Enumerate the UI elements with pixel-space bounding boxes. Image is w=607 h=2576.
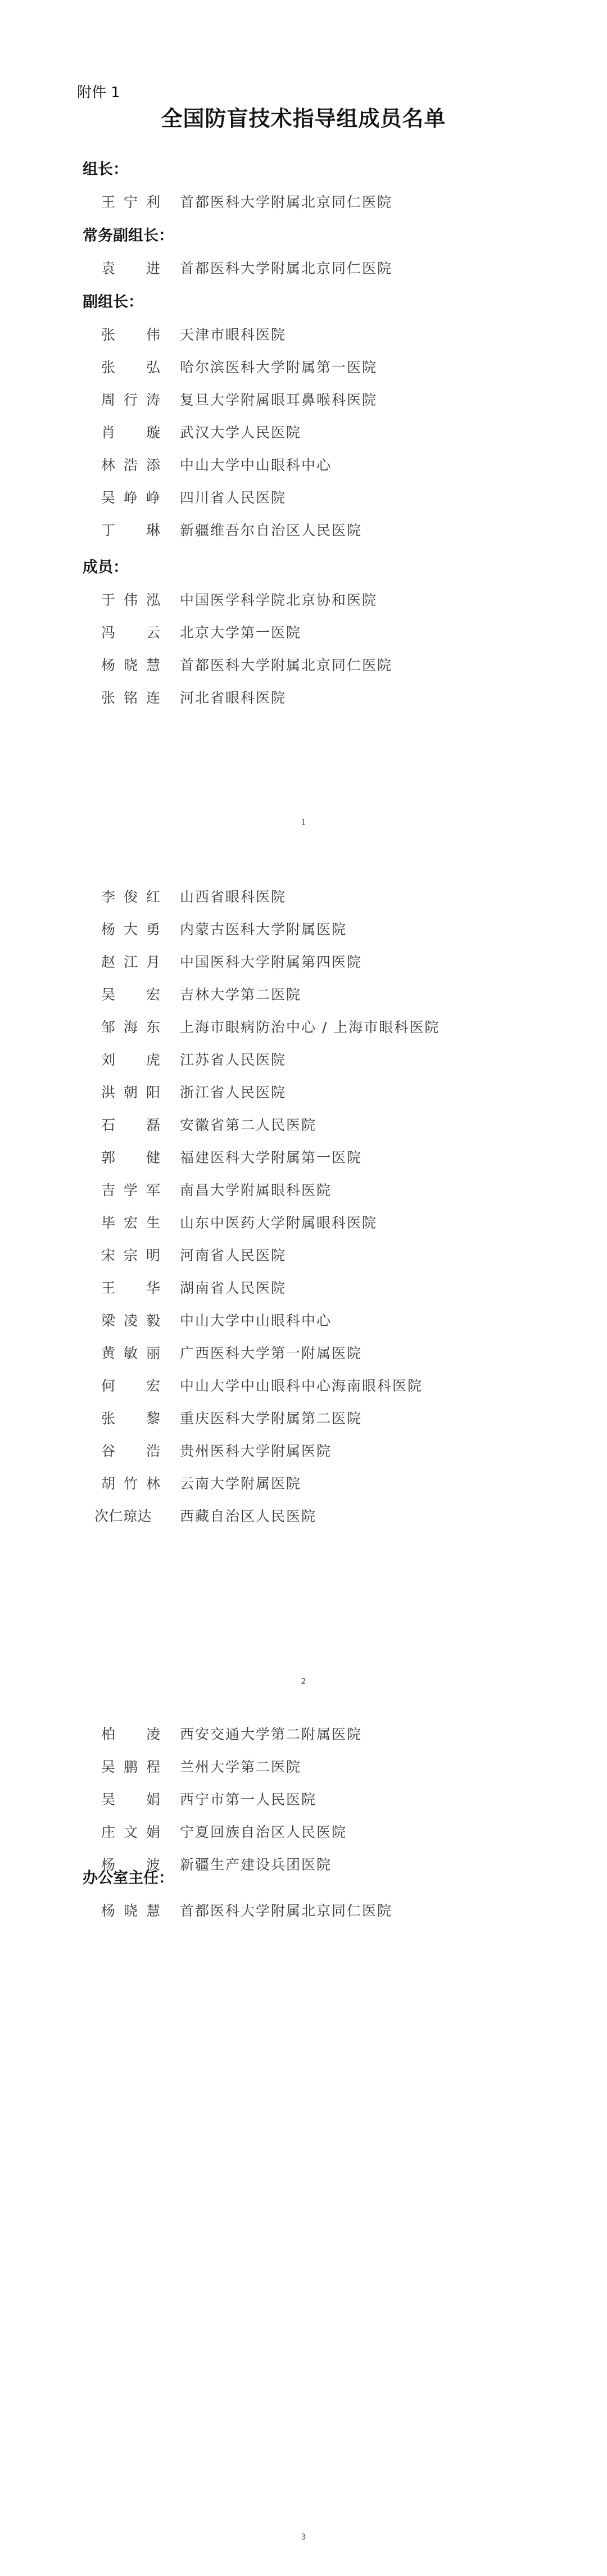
member-organization: 中国医科大学附属第四医院 xyxy=(180,954,363,970)
member-organization: 天津市眼科医院 xyxy=(180,327,287,343)
member-name: 杨大勇 xyxy=(101,921,161,938)
member-organization: 中山大学中山眼科中心 xyxy=(180,1312,332,1329)
page-number: 1 xyxy=(301,818,306,827)
member-name: 郭健 xyxy=(101,1149,161,1166)
member-organization: 首都医科大学附属北京同仁医院 xyxy=(180,260,393,277)
section-heading-leader: 组长： xyxy=(83,161,128,178)
member-name: 王宁利 xyxy=(101,194,161,210)
member-row xyxy=(0,1900,607,1922)
member-organization: 西宁市第一人民医院 xyxy=(180,1791,317,1808)
member-row xyxy=(0,1375,607,1397)
member-organization: 云南大学附属医院 xyxy=(180,1475,302,1492)
member-row xyxy=(0,356,607,379)
member-name: 张黎 xyxy=(101,1410,161,1427)
member-organization: 宁夏回族自治区人民医院 xyxy=(180,1824,347,1840)
member-name: 谷浩 xyxy=(101,1443,161,1459)
member-row xyxy=(0,487,607,509)
member-organization: 河南省人民医院 xyxy=(180,1247,287,1264)
member-row xyxy=(0,1179,607,1202)
member-row xyxy=(0,257,607,280)
member-organization: 复旦大学附属眼耳鼻喉科医院 xyxy=(180,392,378,408)
page-number: 2 xyxy=(301,1677,306,1686)
member-organization: 重庆医科大学附属第二医院 xyxy=(180,1410,363,1427)
member-row xyxy=(0,324,607,346)
member-name: 吴宏 xyxy=(101,986,161,1003)
member-organization: 河北省眼科医院 xyxy=(180,690,287,706)
member-row xyxy=(0,1821,607,1844)
member-organization: 首都医科大学附属北京同仁医院 xyxy=(180,1903,393,1919)
member-name: 张弘 xyxy=(101,359,161,375)
member-row xyxy=(0,1342,607,1365)
member-name: 赵江月 xyxy=(101,954,161,970)
member-organization: 西安交通大学第二附属医院 xyxy=(180,1726,363,1742)
member-row xyxy=(0,454,607,477)
member-name: 梁凌毅 xyxy=(101,1312,161,1329)
member-organization: 广西医科大学第一附属医院 xyxy=(180,1345,363,1361)
member-name: 张铭连 xyxy=(101,690,161,706)
member-organization: 南昌大学附属眼科医院 xyxy=(180,1182,332,1198)
member-name: 邹海东 xyxy=(101,1019,161,1035)
member-row xyxy=(0,1505,607,1528)
member-row xyxy=(0,1310,607,1332)
member-row xyxy=(0,1049,607,1071)
member-name: 庄文娟 xyxy=(101,1824,161,1840)
section-heading-office: 办公室主任： xyxy=(83,1869,174,1887)
member-name: 毕宏生 xyxy=(101,1215,161,1231)
member-row xyxy=(0,1081,607,1104)
member-organization: 首都医科大学附属北京同仁医院 xyxy=(180,657,393,673)
member-name: 冯云 xyxy=(101,624,161,641)
member-name: 胡竹林 xyxy=(101,1475,161,1492)
member-organization: 浙江省人民医院 xyxy=(180,1084,287,1101)
member-row xyxy=(0,1407,607,1430)
member-row xyxy=(0,389,607,411)
member-row xyxy=(0,951,607,974)
member-row xyxy=(0,622,607,644)
member-organization: 新疆生产建设兵团医院 xyxy=(180,1857,332,1873)
member-organization: 四川省人民医院 xyxy=(180,490,287,506)
member-name: 吉学军 xyxy=(101,1182,161,1198)
member-row xyxy=(0,1756,607,1778)
document-page-3 xyxy=(0,1718,607,2576)
document-page-1 xyxy=(0,0,607,859)
member-organization: 兰州大学第二医院 xyxy=(180,1759,302,1775)
page-number: 3 xyxy=(301,2533,306,2542)
member-name: 王华 xyxy=(101,1280,161,1296)
document-page-2 xyxy=(0,859,607,1718)
member-row xyxy=(0,984,607,1006)
member-organization: 福建医科大学附属第一医院 xyxy=(180,1149,363,1166)
member-row xyxy=(0,1147,607,1169)
member-organization: 上海市眼病防治中心 / 上海市眼科医院 xyxy=(180,1019,440,1035)
member-name: 张伟 xyxy=(101,327,161,343)
member-organization: 武汉大学人民医院 xyxy=(180,424,302,441)
member-name: 石磊 xyxy=(101,1117,161,1133)
member-organization: 吉林大学第二医院 xyxy=(180,986,302,1003)
member-name: 肖璇 xyxy=(101,424,161,441)
member-organization: 中国医学科学院北京协和医院 xyxy=(180,592,378,608)
member-name: 何宏 xyxy=(101,1378,161,1394)
member-name: 宋宗明 xyxy=(101,1247,161,1264)
member-row xyxy=(0,918,607,941)
member-row xyxy=(0,589,607,612)
member-row xyxy=(0,1016,607,1039)
member-row xyxy=(0,1473,607,1495)
member-organization: 哈尔滨医科大学附属第一医院 xyxy=(180,359,378,375)
member-name: 洪朝阳 xyxy=(101,1084,161,1101)
member-row xyxy=(0,1723,607,1746)
member-organization: 湖南省人民医院 xyxy=(180,1280,287,1296)
member-name: 杨晓慧 xyxy=(101,657,161,673)
member-organization: 北京大学第一医院 xyxy=(180,624,302,641)
section-heading-members: 成员： xyxy=(83,559,128,576)
member-organization: 安徽省第二人民医院 xyxy=(180,1117,317,1133)
member-row xyxy=(0,1212,607,1234)
member-organization: 贵州医科大学附属医院 xyxy=(180,1443,332,1459)
member-row xyxy=(0,1277,607,1300)
document-title: 全国防盲技术指导组成员名单 xyxy=(161,106,446,131)
member-organization: 首都医科大学附属北京同仁医院 xyxy=(180,194,393,210)
attachment-label: 附件 1 xyxy=(77,84,120,101)
member-name: 吴鹏程 xyxy=(101,1759,161,1775)
member-name: 林浩添 xyxy=(101,457,161,473)
member-organization: 新疆维吾尔自治区人民医院 xyxy=(180,522,363,538)
member-name: 李俊红 xyxy=(101,889,161,905)
member-name: 黄敏丽 xyxy=(101,1345,161,1361)
member-name: 柏凌 xyxy=(101,1726,161,1742)
member-row xyxy=(0,1440,607,1463)
member-row xyxy=(0,687,607,709)
member-organization: 西藏自治区人民医院 xyxy=(180,1508,317,1524)
member-organization: 山西省眼科医院 xyxy=(180,889,287,905)
member-name: 杨晓慧 xyxy=(101,1903,161,1919)
member-organization: 内蒙古医科大学附属医院 xyxy=(180,921,347,938)
member-row xyxy=(0,1244,607,1267)
member-row xyxy=(0,1114,607,1137)
member-name: 丁琳 xyxy=(101,522,161,538)
member-organization: 山东中医药大学附属眼科医院 xyxy=(180,1215,378,1231)
member-row xyxy=(0,1789,607,1811)
section-heading-exec-vice: 常务副组长： xyxy=(83,227,174,245)
member-name: 次仁琼达 xyxy=(94,1508,152,1524)
member-row xyxy=(0,422,607,444)
member-row xyxy=(0,654,607,677)
section-heading-vice: 副组长： xyxy=(83,293,143,311)
member-row xyxy=(0,886,607,908)
member-name: 于伟泓 xyxy=(101,592,161,608)
member-name: 吴峥峥 xyxy=(101,490,161,506)
member-row xyxy=(0,519,607,542)
member-row xyxy=(0,191,607,214)
member-organization: 江苏省人民医院 xyxy=(180,1052,287,1068)
member-name: 袁进 xyxy=(101,260,161,277)
member-organization: 中山大学中山眼科中心海南眼科医院 xyxy=(180,1378,423,1394)
member-name: 吴娟 xyxy=(101,1791,161,1808)
member-name: 刘虎 xyxy=(101,1052,161,1068)
member-name: 杨波 xyxy=(101,1857,161,1873)
member-name: 周行涛 xyxy=(101,392,161,408)
member-organization: 中山大学中山眼科中心 xyxy=(180,457,332,473)
